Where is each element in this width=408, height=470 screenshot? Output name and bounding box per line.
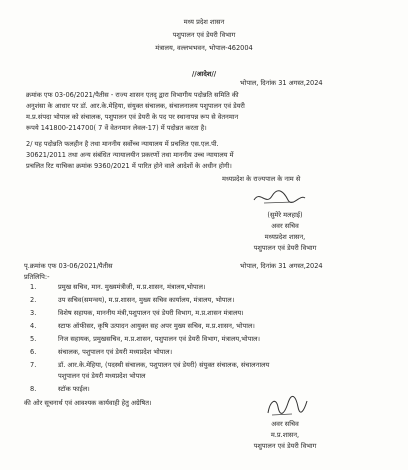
- signature-1-image: [250, 186, 308, 208]
- body-line: क्रमांक एफ 03-06/2021/पैतीस - राज्य शासन एतद् द्वारा विभागीय पदोन्नति समिति की: [26, 91, 239, 99]
- copy-item-num: 1.: [30, 283, 37, 291]
- header-address: मंत्रालय, वल्लभभवन, भोपाल-462004: [155, 44, 253, 52]
- copy-item-text: स्टाफ ऑफीसर, कृषि उत्पादन आयुक्त सह अपर मुख्य सचिव, म.प्र.शासन, भोपाल।: [58, 322, 255, 330]
- signatory-2-dept2: पशुपालन एवं डेयरी विभाग: [253, 442, 317, 450]
- signatory-1-name: (सुमेरे मलहाई): [267, 211, 303, 219]
- order-title: //आदेश//: [191, 70, 217, 78]
- body-line: प्रचलित रिट याचिका क्रमांक 9360/2021 में पारित होने वाले आदेशों के अधीन होगी।: [26, 162, 232, 170]
- endorsement-ref: पृ.क्रमांक एफ 03-06/2021/पैतीस: [24, 262, 113, 270]
- header-department: पशुपालन एवं डेयरी विभाग: [172, 31, 236, 39]
- copy-item-text: विशेष सहायक, माननीय मंत्री,पशुपालन एवं डेयरी विभाग, म.प्र.शासन मंत्रालय।: [58, 309, 244, 317]
- body-line: 2/ यह पदोन्नति फलहीन है तथा माननीय सर्वोच्च न्यायालय में प्रचलित एस.एल.पी.: [26, 140, 219, 148]
- copy-item-num: 7.: [30, 361, 37, 369]
- order-place-date: भोपाल, दिनांक 31 अगस्त,2024: [240, 79, 323, 87]
- signatory-1-dept2: पशुपालन एवं डेयरी विभाग: [253, 244, 317, 252]
- signatory-2-dept: म.प्र.शासन,: [270, 431, 300, 439]
- body-line: अनुशंसा के आधार पर डॉ. आर.के.मेहिया, संयुक्त संचालक, संचालनालय पशुपालन एवं डेयरी: [26, 102, 245, 110]
- copy-item-text: प्रमुख सचिव, मान. मुख्यमंत्रीजी, म.प्र.शासन, मंत्रालय,भोपाल।: [58, 283, 206, 291]
- copy-item-text: पशुपालन एवं डेयरी मध्यप्रदेश भोपाल: [58, 372, 146, 380]
- copy-item-num: 3.: [30, 309, 37, 317]
- closing-line: की ओर सूचनार्थ एवं आवश्यक कार्यवाही हेतु अग्रेषित।: [24, 399, 152, 407]
- copy-item-num: 2.: [30, 296, 37, 304]
- header-govt: मध्य प्रदेश शासन: [183, 18, 225, 26]
- signatory-1-dept: मध्यप्रदेश शासन,: [264, 233, 306, 241]
- body-line: 30621/2011 तथा अन्य संबंधित न्यायालयीन प्रकरणों तथा माननीय उच्च न्यायालय में: [26, 151, 234, 159]
- copy-item-text: निज सहायक, प्रमुखसचिव, म.प्र.शासन, पशुपालन एवं डेयरी विभाग, मंत्रालय,भोपाल।: [58, 335, 261, 343]
- signature-2-image: [262, 393, 310, 419]
- copy-item-num: 6.: [30, 348, 37, 356]
- copy-item-num: 4.: [30, 322, 37, 330]
- copy-item-text: स्टॉक फाईल।: [58, 385, 90, 393]
- signatory-2-title: अवर सचिव: [271, 420, 299, 428]
- copy-heading: प्रतिलिपि:-: [24, 273, 50, 281]
- copy-item-text: संचालक, पशुपालन एवं डेयरी मध्यप्रदेश भोपाल।: [58, 348, 173, 356]
- copy-item-text: डॉ. आर.के.मेहिया, (पदस्थी संचालक, पशुपालन एवं डेयरी) संयुक्त संचालक, संचालनालय: [58, 361, 270, 369]
- endorsement-place-date: भोपाल, दिनांक 31 अगस्त,2024: [240, 262, 323, 270]
- copy-item-num: 8.: [30, 385, 37, 393]
- body-line: रूपये 141800-214700( 7 वें वेतनमान लेवल-17) में पदोन्नत करता है।: [26, 124, 207, 132]
- signatory-1-title: अवर सचिव: [271, 222, 299, 230]
- governor-name-line: मध्यप्रदेश के राज्यपाल के नाम से: [222, 175, 301, 183]
- copy-item-num: 5.: [30, 335, 37, 343]
- copy-item-text: उप सचिव(समन्वय), म.प्र.शासन, मुख्य सचिव कार्यालय, मंत्रालय, भोपाल।: [58, 296, 235, 304]
- body-line: म.प्र.संपदा भोपाल को संचालक, पशुपालन एवं डेयरी के पद पर स्थानापन्न रूप से वेतनमान: [26, 113, 239, 121]
